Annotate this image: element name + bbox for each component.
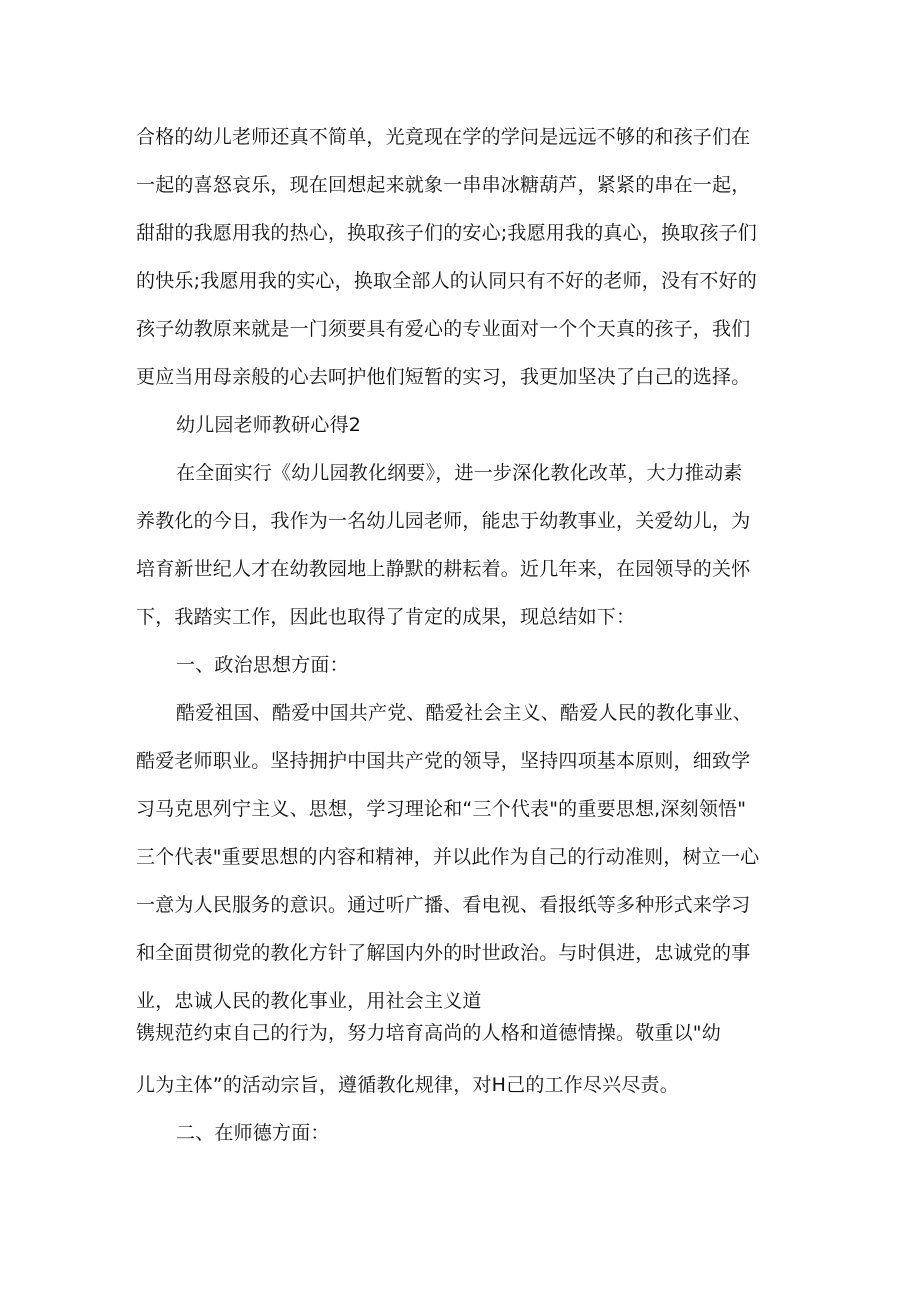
paragraph-line: 酷爱祖国、酷爱中国共产党、酷爱社会主义、酷爱人民的教化事业、 — [176, 702, 753, 724]
paragraph-line: 更应当用母亲般的心去呵护他们短暂的实习，我更加坚决了白己的选择。 — [136, 366, 751, 388]
paragraph-line: 和全面贯彻党的教化方针了解国内外的时世政治。与时俱进，忠诚党的事 — [136, 942, 751, 964]
paragraph-line: 三个代表"重要思想的内容和精神，并以此作为自己的行动准则，树立一心 — [136, 846, 760, 868]
paragraph-line: 在全面实行《幼儿园教化纲要》，进一步深化教化改革，大力推动素 — [176, 462, 743, 484]
paragraph-line: 儿为主体”的活动宗旨，遵循教化规律，对H己的工作尽兴尽责。 — [136, 1074, 679, 1096]
paragraph-line: 一起的喜怒哀乐，现在回想起来就象一串串冰糖葫芦，紧紧的串在一起， — [136, 174, 751, 196]
paragraph-line: 甜甜的我愿用我的热心，换取孩子们的安心;我愿用我的真心，换取孩子们 — [136, 222, 758, 244]
paragraph-line: 培育新世纪人才在幼教园地上静默的耕耘着。近几年来，在园领导的关怀 — [136, 558, 751, 580]
paragraph-line: 孩子幼教原来就是一门须要具有爱心的专业面对一个个天真的孩子，我们 — [136, 318, 751, 340]
paragraph-line: 合格的幼儿老师还真不简单，光竟现在学的学问是远远不够的和孩子们在 — [136, 126, 751, 148]
paragraph-line: 镌规范约束自己的行为，努力培育高尚的人格和道德情操。敬重以"幼 — [136, 1022, 721, 1044]
paragraph-line: 下，我踏实工作，因此也取得了肯定的成果，现总结如下： — [136, 606, 636, 628]
paragraph-line: 习马克思列宁主义、思想，学习理论和“三个代表"的重要思想,深刻领悟" — [136, 798, 747, 820]
paragraph-line: 一意为人民服务的意识。通过听广播、看电视、看报纸等多种形式来学习 — [136, 894, 751, 916]
paragraph-line: 酷爱老师职业。坚持拥护中国共产党的领导，坚持四项基本原则，细致学 — [136, 750, 751, 772]
paragraph-line: 业，忠诚人民的教化事业，用社会主义道 — [136, 990, 482, 1012]
paragraph-line: 养教化的今日，我作为一名幼儿园老师，能忠于幼教事业，关爱幼儿，为 — [136, 510, 751, 532]
subsection-heading: 二、在师德方面： — [176, 1122, 330, 1144]
subsection-heading: 一、政治思想方面： — [176, 654, 349, 676]
paragraph-line: 的快乐;我愿用我的实心，换取全部人的认同只有不好的老师，没有不好的 — [136, 270, 758, 292]
section-heading: 幼儿园老师教研心得2 — [176, 414, 362, 436]
